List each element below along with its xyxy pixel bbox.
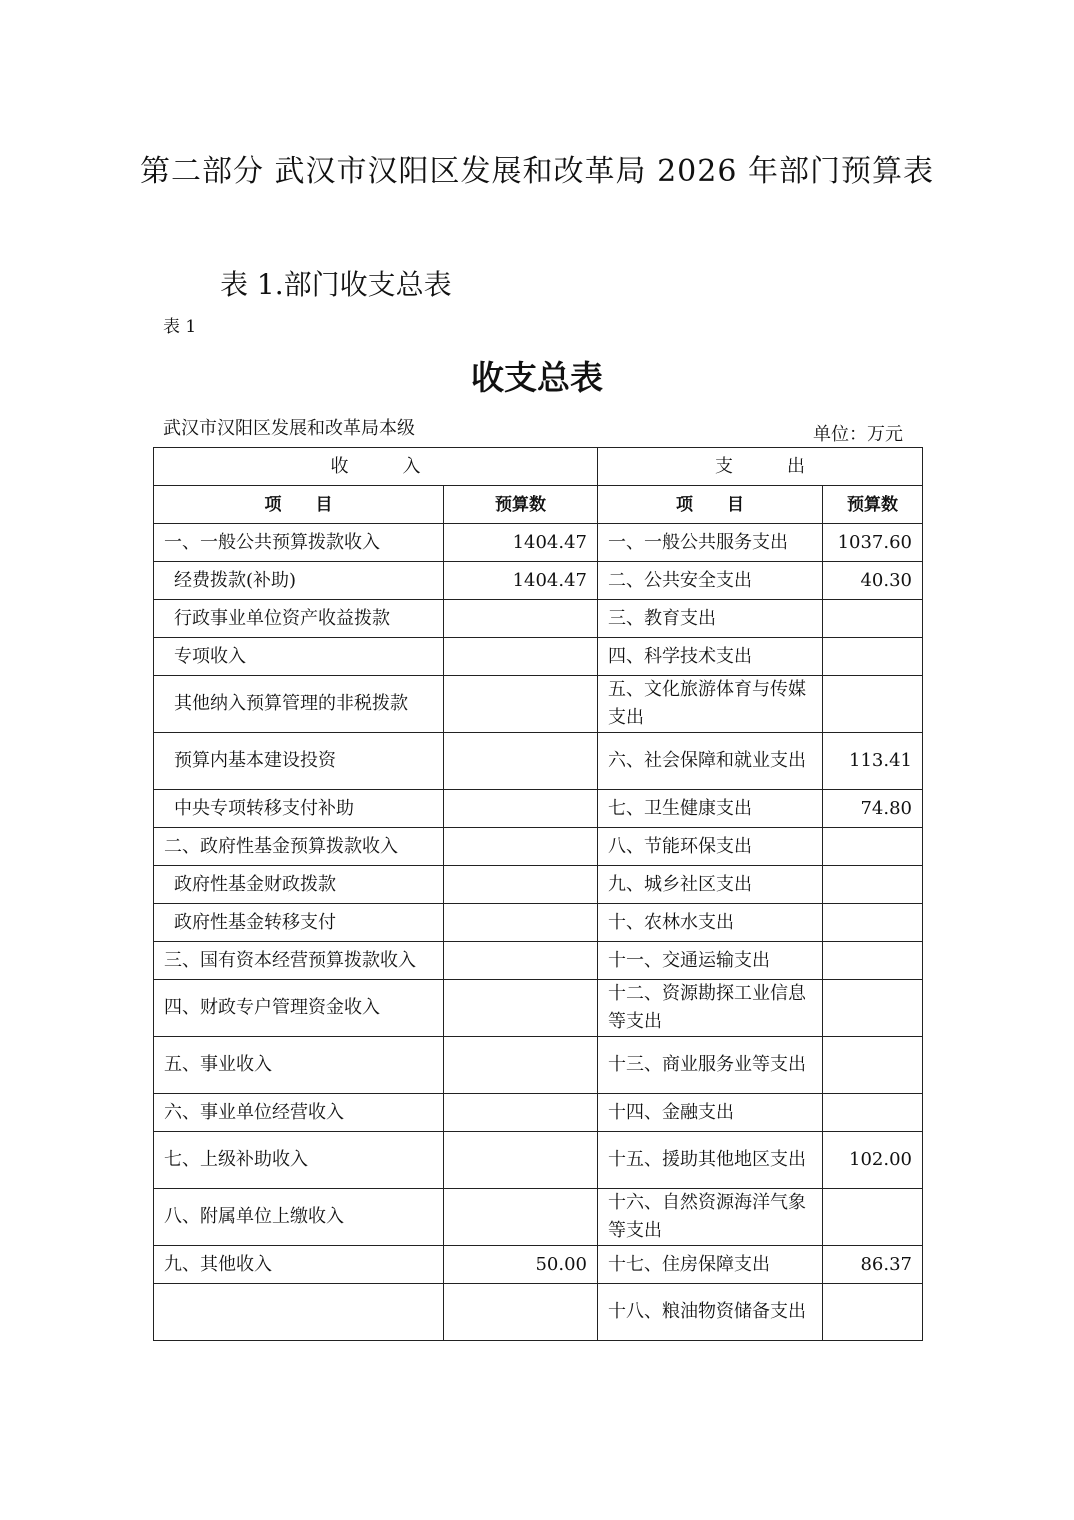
budget-summary-table xyxy=(153,447,923,1341)
expense-amount-cell xyxy=(823,1094,923,1132)
table-row xyxy=(154,524,923,562)
income-item-cell: 政府性基金财政拨款 xyxy=(154,866,444,904)
table-row xyxy=(154,562,923,600)
expense-item-cell: 六、社会保障和就业支出 xyxy=(598,733,823,790)
expense-amount-cell: 86.37 xyxy=(823,1246,923,1284)
income-amount-cell xyxy=(444,638,598,676)
income-amount-header: 预算数 xyxy=(444,486,598,524)
income-amount-cell xyxy=(444,1037,598,1094)
income-item-cell: 二、政府性基金预算拨款收入 xyxy=(154,828,444,866)
table-row xyxy=(154,638,923,676)
expense-item-cell: 二、公共安全支出 xyxy=(598,562,823,600)
table-row xyxy=(154,676,923,733)
expense-item-cell: 七、卫生健康支出 xyxy=(598,790,823,828)
expense-amount-cell xyxy=(823,866,923,904)
table-row xyxy=(154,1284,923,1341)
income-amount-cell xyxy=(444,828,598,866)
income-item-cell: 其他纳入预算管理的非税拨款 xyxy=(154,676,444,733)
income-amount-cell xyxy=(444,600,598,638)
expense-item-cell: 十四、金融支出 xyxy=(598,1094,823,1132)
income-item-cell: 三、国有资本经营预算拨款收入 xyxy=(154,942,444,980)
table-number: 表 1 xyxy=(163,317,197,337)
expense-amount-cell xyxy=(823,1189,923,1246)
expense-item-cell: 十六、自然资源海洋气象等支出 xyxy=(598,1189,823,1246)
document-title: 第二部分 武汉市汉阳区发展和改革局 2026 年部门预算表 xyxy=(140,154,934,189)
income-amount-cell xyxy=(444,1189,598,1246)
unit-label: 单位：万元 xyxy=(813,424,903,445)
income-amount-cell xyxy=(444,1284,598,1341)
income-amount-cell xyxy=(444,980,598,1037)
expense-item-cell: 十、农林水支出 xyxy=(598,904,823,942)
expense-item-cell: 三、教育支出 xyxy=(598,600,823,638)
table-row xyxy=(154,1132,923,1189)
expense-amount-cell xyxy=(823,638,923,676)
organization-name: 武汉市汉阳区发展和改革局本级 xyxy=(163,418,415,439)
income-item-cell: 中央专项转移支付补助 xyxy=(154,790,444,828)
expense-item-cell: 九、城乡社区支出 xyxy=(598,866,823,904)
income-item-cell: 七、上级补助收入 xyxy=(154,1132,444,1189)
expense-amount-cell: 113.41 xyxy=(823,733,923,790)
expense-amount-cell xyxy=(823,1284,923,1341)
income-amount-cell xyxy=(444,866,598,904)
income-item-cell: 六、事业单位经营收入 xyxy=(154,1094,444,1132)
income-item-cell: 八、附属单位上缴收入 xyxy=(154,1189,444,1246)
expense-item-cell: 五、文化旅游体育与传媒支出 xyxy=(598,676,823,733)
expense-amount-cell xyxy=(823,1037,923,1094)
table-row xyxy=(154,733,923,790)
expense-item-header: 项 目 xyxy=(598,486,823,524)
income-amount-cell xyxy=(444,733,598,790)
expense-item-cell: 十七、住房保障支出 xyxy=(598,1246,823,1284)
income-item-header: 项 目 xyxy=(154,486,444,524)
income-item-cell: 九、其他收入 xyxy=(154,1246,444,1284)
expense-amount-cell: 1037.60 xyxy=(823,524,923,562)
income-item-cell: 五、事业收入 xyxy=(154,1037,444,1094)
income-amount-cell: 50.00 xyxy=(444,1246,598,1284)
income-item-cell xyxy=(154,1284,444,1341)
table-row xyxy=(154,1246,923,1284)
table-row xyxy=(154,1037,923,1094)
income-item-cell: 政府性基金转移支付 xyxy=(154,904,444,942)
expense-amount-cell xyxy=(823,942,923,980)
expense-item-cell: 十二、资源勘探工业信息等支出 xyxy=(598,980,823,1037)
income-item-cell: 行政事业单位资产收益拨款 xyxy=(154,600,444,638)
income-amount-cell: 1404.47 xyxy=(444,562,598,600)
expense-item-cell: 十五、援助其他地区支出 xyxy=(598,1132,823,1189)
table-title: 收支总表 xyxy=(471,358,603,397)
expense-item-cell: 十三、商业服务业等支出 xyxy=(598,1037,823,1094)
expense-amount-cell xyxy=(823,904,923,942)
table-row xyxy=(154,1094,923,1132)
table-row xyxy=(154,942,923,980)
income-item-cell: 专项收入 xyxy=(154,638,444,676)
expense-amount-cell xyxy=(823,980,923,1037)
table-row xyxy=(154,790,923,828)
expense-group-header: 支 出 xyxy=(598,448,923,486)
income-amount-cell xyxy=(444,790,598,828)
expense-item-cell: 八、节能环保支出 xyxy=(598,828,823,866)
income-item-cell: 预算内基本建设投资 xyxy=(154,733,444,790)
expense-item-cell: 四、科学技术支出 xyxy=(598,638,823,676)
income-amount-cell xyxy=(444,1132,598,1189)
income-item-cell: 四、财政专户管理资金收入 xyxy=(154,980,444,1037)
income-amount-cell xyxy=(444,904,598,942)
expense-item-cell: 十八、粮油物资储备支出 xyxy=(598,1284,823,1341)
income-amount-cell xyxy=(444,942,598,980)
expense-amount-header: 预算数 xyxy=(823,486,923,524)
column-header-row xyxy=(154,486,923,524)
table-row xyxy=(154,1189,923,1246)
group-header-row xyxy=(154,448,923,486)
income-item-cell: 经费拨款(补助) xyxy=(154,562,444,600)
expense-amount-cell: 74.80 xyxy=(823,790,923,828)
table-row xyxy=(154,866,923,904)
income-item-cell: 一、一般公共预算拨款收入 xyxy=(154,524,444,562)
table-row xyxy=(154,828,923,866)
income-amount-cell xyxy=(444,676,598,733)
expense-item-cell: 十一、交通运输支出 xyxy=(598,942,823,980)
section-subtitle: 表 1.部门收支总表 xyxy=(220,268,452,301)
table-row xyxy=(154,600,923,638)
expense-item-cell: 一、一般公共服务支出 xyxy=(598,524,823,562)
income-amount-cell xyxy=(444,1094,598,1132)
table-row xyxy=(154,980,923,1037)
table-row xyxy=(154,904,923,942)
expense-amount-cell: 40.30 xyxy=(823,562,923,600)
income-amount-cell: 1404.47 xyxy=(444,524,598,562)
expense-amount-cell: 102.00 xyxy=(823,1132,923,1189)
expense-amount-cell xyxy=(823,828,923,866)
income-group-header: 收 入 xyxy=(154,448,598,486)
expense-amount-cell xyxy=(823,676,923,733)
expense-amount-cell xyxy=(823,600,923,638)
